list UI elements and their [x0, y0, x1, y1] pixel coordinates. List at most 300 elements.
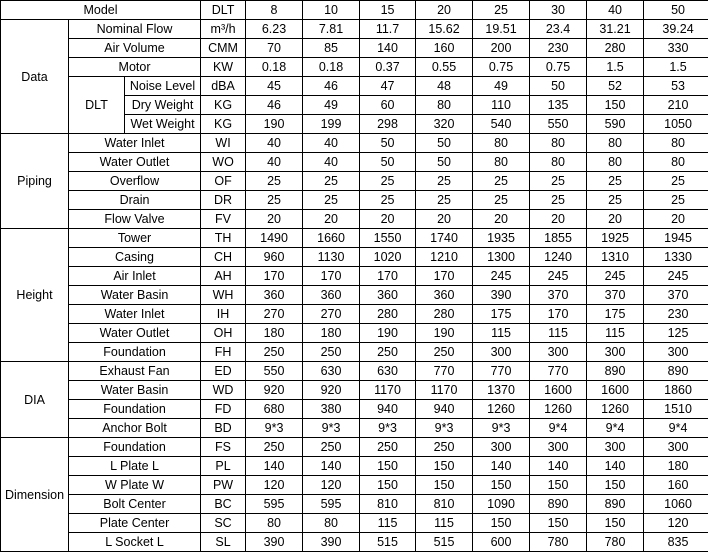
- value-cell: 1550: [360, 229, 416, 248]
- table-row: [1, 191, 708, 210]
- value-cell: 170: [530, 305, 587, 324]
- row-label: Anchor Bolt: [69, 419, 201, 438]
- table-row: [1, 20, 708, 39]
- value-cell: 20: [303, 210, 360, 229]
- table-row: [1, 39, 708, 58]
- value-cell: 595: [303, 495, 360, 514]
- row-label: Plate Center: [69, 514, 201, 533]
- value-cell: 1370: [473, 381, 530, 400]
- value-cell: 300: [473, 343, 530, 362]
- value-cell: 1300: [473, 248, 530, 267]
- model-header-cell: 8: [246, 1, 303, 20]
- value-cell: 125: [644, 324, 708, 343]
- value-cell: 25: [644, 172, 708, 191]
- value-cell: 1170: [360, 381, 416, 400]
- value-cell: 1090: [473, 495, 530, 514]
- value-cell: 300: [473, 438, 530, 457]
- table-row: [1, 495, 708, 514]
- value-cell: 25: [530, 172, 587, 191]
- table-row: [1, 229, 708, 248]
- value-cell: 50: [360, 134, 416, 153]
- value-cell: 9*3: [473, 419, 530, 438]
- value-cell: 245: [644, 267, 708, 286]
- value-cell: 25: [473, 172, 530, 191]
- row-unit: KG: [201, 96, 246, 115]
- model-header-cell: 15: [360, 1, 416, 20]
- value-cell: 170: [303, 267, 360, 286]
- value-cell: 175: [587, 305, 644, 324]
- value-cell: 770: [473, 362, 530, 381]
- value-cell: 1855: [530, 229, 587, 248]
- value-cell: 630: [360, 362, 416, 381]
- group-label: Piping: [1, 134, 69, 229]
- value-cell: 320: [416, 115, 473, 134]
- value-cell: 250: [416, 343, 473, 362]
- value-cell: 150: [473, 514, 530, 533]
- value-cell: 190: [246, 115, 303, 134]
- table-row: [1, 514, 708, 533]
- value-cell: 175: [473, 305, 530, 324]
- value-cell: 360: [360, 286, 416, 305]
- value-cell: 25: [473, 191, 530, 210]
- value-cell: 6.23: [246, 20, 303, 39]
- table-row: [1, 77, 708, 96]
- row-unit: OF: [201, 172, 246, 191]
- row-label: Bolt Center: [69, 495, 201, 514]
- value-cell: 390: [473, 286, 530, 305]
- value-cell: 25: [360, 172, 416, 191]
- value-cell: 770: [416, 362, 473, 381]
- value-cell: 85: [303, 39, 360, 58]
- value-cell: 150: [587, 96, 644, 115]
- value-cell: 170: [246, 267, 303, 286]
- value-cell: 0.55: [416, 58, 473, 77]
- row-unit: FH: [201, 343, 246, 362]
- model-header-cell: 30: [530, 1, 587, 20]
- value-cell: 46: [246, 96, 303, 115]
- row-label: Casing: [69, 248, 201, 267]
- value-cell: 230: [644, 305, 708, 324]
- value-cell: 270: [246, 305, 303, 324]
- value-cell: 140: [246, 457, 303, 476]
- value-cell: 245: [473, 267, 530, 286]
- value-cell: 250: [416, 438, 473, 457]
- value-cell: 1310: [587, 248, 644, 267]
- value-cell: 140: [360, 39, 416, 58]
- value-cell: 9*3: [246, 419, 303, 438]
- value-cell: 170: [360, 267, 416, 286]
- group-label: Height: [1, 229, 69, 362]
- row-unit: m³/h: [201, 20, 246, 39]
- table-row: [1, 419, 708, 438]
- value-cell: 140: [303, 457, 360, 476]
- value-cell: 25: [644, 191, 708, 210]
- value-cell: 810: [416, 495, 473, 514]
- table-row: [1, 305, 708, 324]
- value-cell: 780: [587, 533, 644, 552]
- value-cell: 595: [246, 495, 303, 514]
- value-cell: 25: [246, 191, 303, 210]
- row-label: Flow Valve: [69, 210, 201, 229]
- value-cell: 170: [416, 267, 473, 286]
- value-cell: 1260: [473, 400, 530, 419]
- value-cell: 53: [644, 77, 708, 96]
- row-unit: KW: [201, 58, 246, 77]
- table-row: [1, 153, 708, 172]
- value-cell: 920: [246, 381, 303, 400]
- value-cell: 1020: [360, 248, 416, 267]
- value-cell: 80: [473, 134, 530, 153]
- row-unit: PW: [201, 476, 246, 495]
- value-cell: 46: [303, 77, 360, 96]
- row-label: Air Volume: [69, 39, 201, 58]
- value-cell: 780: [530, 533, 587, 552]
- value-cell: 80: [644, 134, 708, 153]
- value-cell: 1600: [587, 381, 644, 400]
- row-unit: CMM: [201, 39, 246, 58]
- value-cell: 70: [246, 39, 303, 58]
- value-cell: 390: [246, 533, 303, 552]
- value-cell: 47: [360, 77, 416, 96]
- value-cell: 150: [530, 514, 587, 533]
- value-cell: 280: [360, 305, 416, 324]
- value-cell: 1740: [416, 229, 473, 248]
- value-cell: 160: [416, 39, 473, 58]
- value-cell: 49: [473, 77, 530, 96]
- row-label: Dry Weight: [125, 96, 201, 115]
- row-unit: SC: [201, 514, 246, 533]
- value-cell: 11.7: [360, 20, 416, 39]
- value-cell: 920: [303, 381, 360, 400]
- value-cell: 25: [303, 191, 360, 210]
- value-cell: 515: [416, 533, 473, 552]
- model-header-cell: 50: [644, 1, 708, 20]
- value-cell: 40: [303, 134, 360, 153]
- header-row: [1, 1, 708, 20]
- value-cell: 9*3: [360, 419, 416, 438]
- row-unit: IH: [201, 305, 246, 324]
- value-cell: 1.5: [644, 58, 708, 77]
- value-cell: 150: [360, 457, 416, 476]
- model-header-cell: 25: [473, 1, 530, 20]
- value-cell: 140: [530, 457, 587, 476]
- value-cell: 250: [246, 438, 303, 457]
- value-cell: 9*3: [416, 419, 473, 438]
- value-cell: 298: [360, 115, 416, 134]
- value-cell: 300: [530, 438, 587, 457]
- row-unit: FV: [201, 210, 246, 229]
- value-cell: 199: [303, 115, 360, 134]
- value-cell: 380: [303, 400, 360, 419]
- value-cell: 1170: [416, 381, 473, 400]
- row-label: Foundation: [69, 400, 201, 419]
- value-cell: 1330: [644, 248, 708, 267]
- value-cell: 25: [246, 172, 303, 191]
- subgroup-label: DLT: [69, 77, 125, 134]
- value-cell: 80: [587, 153, 644, 172]
- table-row: [1, 362, 708, 381]
- table-row: [1, 476, 708, 495]
- row-unit: TH: [201, 229, 246, 248]
- value-cell: 835: [644, 533, 708, 552]
- value-cell: 31.21: [587, 20, 644, 39]
- row-label: Drain: [69, 191, 201, 210]
- row-label: Foundation: [69, 343, 201, 362]
- value-cell: 300: [530, 343, 587, 362]
- value-cell: 25: [360, 191, 416, 210]
- value-cell: 190: [416, 324, 473, 343]
- value-cell: 210: [644, 96, 708, 115]
- value-cell: 1060: [644, 495, 708, 514]
- value-cell: 540: [473, 115, 530, 134]
- value-cell: 25: [530, 191, 587, 210]
- row-label: Water Outlet: [69, 324, 201, 343]
- table-row: [1, 267, 708, 286]
- row-unit: WH: [201, 286, 246, 305]
- table-row: [1, 324, 708, 343]
- table-row: [1, 438, 708, 457]
- value-cell: 1260: [530, 400, 587, 419]
- value-cell: 60: [360, 96, 416, 115]
- value-cell: 590: [587, 115, 644, 134]
- row-label: L Plate L: [69, 457, 201, 476]
- value-cell: 370: [644, 286, 708, 305]
- value-cell: 20: [416, 210, 473, 229]
- value-cell: 140: [587, 457, 644, 476]
- value-cell: 810: [360, 495, 416, 514]
- value-cell: 1260: [587, 400, 644, 419]
- unit-header-label: DLT: [201, 1, 246, 20]
- value-cell: 515: [360, 533, 416, 552]
- value-cell: 48: [416, 77, 473, 96]
- value-cell: 160: [644, 476, 708, 495]
- table-row: [1, 381, 708, 400]
- value-cell: 9*3: [303, 419, 360, 438]
- row-label: Water Outlet: [69, 153, 201, 172]
- value-cell: 80: [416, 96, 473, 115]
- value-cell: 80: [303, 514, 360, 533]
- value-cell: 1660: [303, 229, 360, 248]
- value-cell: 150: [360, 476, 416, 495]
- value-cell: 40: [303, 153, 360, 172]
- value-cell: 80: [644, 153, 708, 172]
- value-cell: 300: [587, 438, 644, 457]
- row-label: Foundation: [69, 438, 201, 457]
- value-cell: 50: [530, 77, 587, 96]
- value-cell: 150: [587, 514, 644, 533]
- model-header-cell: 40: [587, 1, 644, 20]
- value-cell: 80: [246, 514, 303, 533]
- value-cell: 0.75: [530, 58, 587, 77]
- value-cell: 230: [530, 39, 587, 58]
- row-label: Water Basin: [69, 286, 201, 305]
- value-cell: 135: [530, 96, 587, 115]
- row-unit: WO: [201, 153, 246, 172]
- value-cell: 0.75: [473, 58, 530, 77]
- value-cell: 1510: [644, 400, 708, 419]
- row-label: Water Inlet: [69, 305, 201, 324]
- row-label: Tower: [69, 229, 201, 248]
- value-cell: 370: [587, 286, 644, 305]
- value-cell: 890: [530, 495, 587, 514]
- value-cell: 1600: [530, 381, 587, 400]
- value-cell: 200: [473, 39, 530, 58]
- value-cell: 15.62: [416, 20, 473, 39]
- value-cell: 20: [644, 210, 708, 229]
- value-cell: 250: [303, 343, 360, 362]
- table-row: [1, 134, 708, 153]
- model-header-cell: 20: [416, 1, 473, 20]
- value-cell: 1935: [473, 229, 530, 248]
- row-unit: AH: [201, 267, 246, 286]
- value-cell: 940: [360, 400, 416, 419]
- value-cell: 245: [587, 267, 644, 286]
- row-label: Noise Level: [125, 77, 201, 96]
- row-label: Exhaust Fan: [69, 362, 201, 381]
- row-unit: OH: [201, 324, 246, 343]
- value-cell: 7.81: [303, 20, 360, 39]
- value-cell: 120: [644, 514, 708, 533]
- value-cell: 20: [530, 210, 587, 229]
- value-cell: 180: [644, 457, 708, 476]
- value-cell: 360: [303, 286, 360, 305]
- value-cell: 150: [416, 476, 473, 495]
- row-label: L Socket L: [69, 533, 201, 552]
- model-header-cell: 10: [303, 1, 360, 20]
- value-cell: 390: [303, 533, 360, 552]
- value-cell: 25: [587, 172, 644, 191]
- row-label: Water Inlet: [69, 134, 201, 153]
- value-cell: 300: [587, 343, 644, 362]
- row-unit: dBA: [201, 77, 246, 96]
- value-cell: 45: [246, 77, 303, 96]
- value-cell: 770: [530, 362, 587, 381]
- value-cell: 50: [416, 134, 473, 153]
- value-cell: 23.4: [530, 20, 587, 39]
- value-cell: 370: [530, 286, 587, 305]
- value-cell: 80: [530, 153, 587, 172]
- value-cell: 250: [360, 343, 416, 362]
- row-unit: SL: [201, 533, 246, 552]
- row-label: Overflow: [69, 172, 201, 191]
- value-cell: 250: [246, 343, 303, 362]
- row-unit: FD: [201, 400, 246, 419]
- row-label: W Plate W: [69, 476, 201, 495]
- value-cell: 890: [644, 362, 708, 381]
- value-cell: 1490: [246, 229, 303, 248]
- value-cell: 9*4: [587, 419, 644, 438]
- value-cell: 1240: [530, 248, 587, 267]
- value-cell: 550: [530, 115, 587, 134]
- value-cell: 300: [644, 438, 708, 457]
- value-cell: 25: [416, 191, 473, 210]
- table-row: [1, 457, 708, 476]
- value-cell: 250: [360, 438, 416, 457]
- value-cell: 180: [246, 324, 303, 343]
- value-cell: 120: [303, 476, 360, 495]
- value-cell: 630: [303, 362, 360, 381]
- value-cell: 25: [587, 191, 644, 210]
- value-cell: 20: [587, 210, 644, 229]
- table-row: [1, 533, 708, 552]
- value-cell: 190: [360, 324, 416, 343]
- value-cell: 940: [416, 400, 473, 419]
- row-unit: KG: [201, 115, 246, 134]
- row-label: Water Basin: [69, 381, 201, 400]
- value-cell: 300: [644, 343, 708, 362]
- value-cell: 1945: [644, 229, 708, 248]
- value-cell: 140: [473, 457, 530, 476]
- row-unit: BD: [201, 419, 246, 438]
- row-unit: BC: [201, 495, 246, 514]
- value-cell: 360: [246, 286, 303, 305]
- value-cell: 9*4: [644, 419, 708, 438]
- value-cell: 110: [473, 96, 530, 115]
- value-cell: 40: [246, 153, 303, 172]
- value-cell: 0.18: [246, 58, 303, 77]
- row-unit: CH: [201, 248, 246, 267]
- model-header-label: Model: [1, 1, 201, 20]
- value-cell: 9*4: [530, 419, 587, 438]
- value-cell: 52: [587, 77, 644, 96]
- value-cell: 40: [246, 134, 303, 153]
- value-cell: 150: [473, 476, 530, 495]
- row-unit: PL: [201, 457, 246, 476]
- table-row: [1, 286, 708, 305]
- value-cell: 115: [473, 324, 530, 343]
- value-cell: 50: [360, 153, 416, 172]
- value-cell: 150: [416, 457, 473, 476]
- value-cell: 1860: [644, 381, 708, 400]
- value-cell: 115: [530, 324, 587, 343]
- table-row: [1, 58, 708, 77]
- row-label: Motor: [69, 58, 201, 77]
- value-cell: 120: [246, 476, 303, 495]
- value-cell: 1050: [644, 115, 708, 134]
- value-cell: 280: [416, 305, 473, 324]
- value-cell: 80: [473, 153, 530, 172]
- value-cell: 1925: [587, 229, 644, 248]
- value-cell: 150: [587, 476, 644, 495]
- row-unit: WI: [201, 134, 246, 153]
- row-unit: FS: [201, 438, 246, 457]
- row-label: Wet Weight: [125, 115, 201, 134]
- value-cell: 960: [246, 248, 303, 267]
- value-cell: 39.24: [644, 20, 708, 39]
- value-cell: 1.5: [587, 58, 644, 77]
- group-label: DIA: [1, 362, 69, 438]
- value-cell: 150: [530, 476, 587, 495]
- row-label: Air Inlet: [69, 267, 201, 286]
- value-cell: 20: [360, 210, 416, 229]
- table-row: [1, 210, 708, 229]
- row-label: Nominal Flow: [69, 20, 201, 39]
- value-cell: 180: [303, 324, 360, 343]
- value-cell: 680: [246, 400, 303, 419]
- value-cell: 49: [303, 96, 360, 115]
- group-label: Data: [1, 20, 69, 134]
- value-cell: 270: [303, 305, 360, 324]
- value-cell: 25: [416, 172, 473, 191]
- row-unit: ED: [201, 362, 246, 381]
- value-cell: 115: [360, 514, 416, 533]
- row-unit: WD: [201, 381, 246, 400]
- value-cell: 250: [303, 438, 360, 457]
- value-cell: 1210: [416, 248, 473, 267]
- table-row: [1, 248, 708, 267]
- value-cell: 0.18: [303, 58, 360, 77]
- value-cell: 600: [473, 533, 530, 552]
